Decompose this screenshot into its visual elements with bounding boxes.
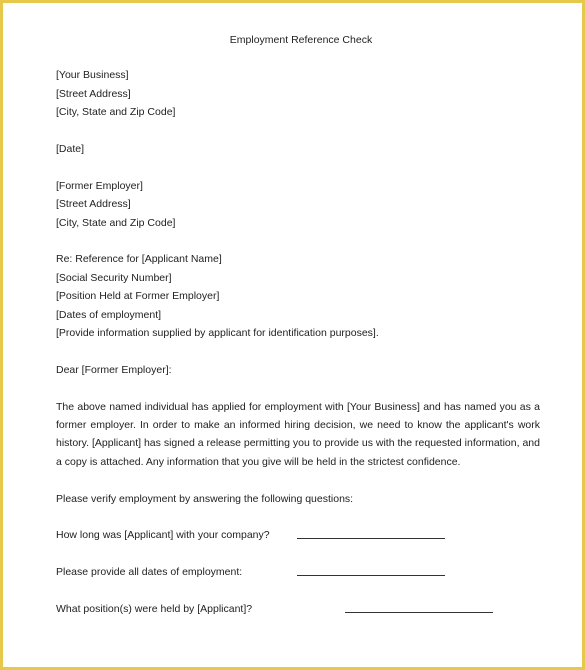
- body-paragraph: The above named individual has applied for employment with [Your Business] and has named you as a former employer. In order to make an informed hiring decision, we need to know the applicant's work history. [Applicant] has signed a release permitting you to provide us with the requested information, and a copy is attached. Any information that you give will be held in the strictest confidence.: [56, 400, 540, 468]
- reference-line: [Position Held at Former Employer]: [56, 290, 220, 303]
- answer-blank[interactable]: [345, 612, 493, 613]
- answer-blank[interactable]: [297, 538, 445, 539]
- letter-date: [Date]: [56, 143, 85, 156]
- reference-line: Re: Reference for [Applicant Name]: [56, 253, 222, 266]
- reference-block: [56, 250, 540, 342]
- document-title: Employment Reference Check: [229, 34, 373, 46]
- letter-document: [56, 31, 540, 637]
- sender-address: [56, 66, 540, 121]
- question-row: [56, 526, 540, 544]
- question-row: [56, 600, 540, 618]
- recipient-address: [56, 177, 540, 232]
- question-row: [56, 563, 540, 581]
- recipient-city: [City, State and Zip Code]: [56, 216, 176, 229]
- date-block: [56, 140, 540, 158]
- question-text: How long was [Applicant] with your company?: [56, 529, 270, 542]
- sender-city: [City, State and Zip Code]: [56, 106, 176, 119]
- question-text: Please provide all dates of employment:: [56, 566, 243, 579]
- recipient-street: [Street Address]: [56, 198, 131, 211]
- sender-business: [Your Business]: [56, 69, 129, 82]
- reference-line: [Dates of employment]: [56, 308, 162, 321]
- answer-blank[interactable]: [297, 575, 445, 576]
- salutation: [56, 361, 540, 379]
- reference-line: [Social Security Number]: [56, 271, 172, 284]
- reference-line: [Provide information supplied by applicant for identification purposes].: [56, 327, 379, 340]
- instruction-text: Please verify employment by answering the following questions:: [56, 492, 354, 505]
- salutation-text: Dear [Former Employer]:: [56, 363, 172, 376]
- recipient-employer: [Former Employer]: [56, 179, 143, 192]
- sender-street: [Street Address]: [56, 87, 131, 100]
- question-text: What position(s) were held by [Applicant]?: [56, 603, 253, 616]
- instruction: [56, 490, 540, 508]
